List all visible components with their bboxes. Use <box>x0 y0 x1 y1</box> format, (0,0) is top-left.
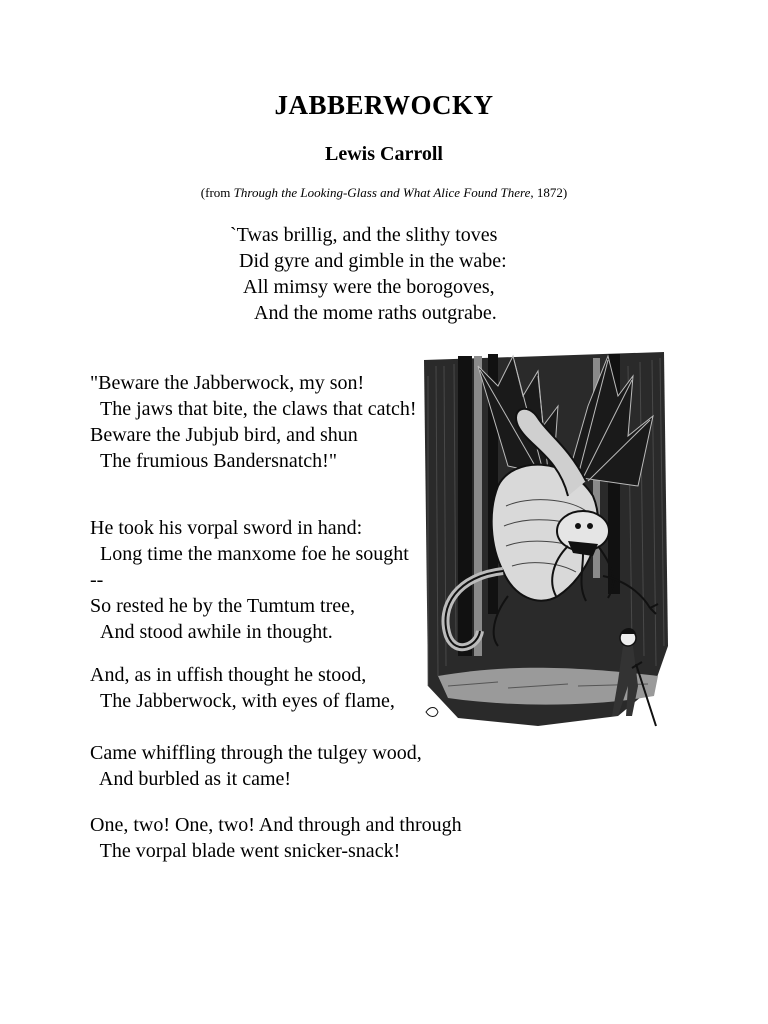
stanza-3 <box>90 515 420 645</box>
poem-line: He took his vorpal sword in hand: <box>90 517 363 539</box>
source-book: Through the Looking-Glass and What Alice Found There <box>233 185 531 200</box>
poem-line: Beware the Jubjub bird, and shun <box>90 424 358 446</box>
stanza-2 <box>90 370 420 474</box>
poem-line: And stood awhile in thought. <box>90 621 333 643</box>
poem-line: And the mome raths outgrabe. <box>254 302 497 324</box>
poem-source <box>0 185 768 201</box>
poem-line: Came whiffling through the tulgey wood, <box>90 742 422 764</box>
poem-title: JABBERWOCKY <box>274 90 494 120</box>
poem-line: Did gyre and gimble in the wabe: <box>239 250 507 272</box>
poem-line: All mimsy were the borogoves, <box>243 276 495 298</box>
poem-line: The vorpal blade went snicker-snack! <box>90 840 401 862</box>
poem-line: The jaws that bite, the claws that catch! <box>90 398 417 420</box>
poem-line: The frumious Bandersnatch!" <box>90 450 337 472</box>
jabberwock-illustration-icon <box>418 346 672 730</box>
poem-line: So rested he by the Tumtum tree, <box>90 595 355 617</box>
poem-line: One, two! One, two! And through and through <box>90 814 462 836</box>
poem-author: Lewis Carroll <box>325 143 443 165</box>
source-suffix: , 1872) <box>530 185 568 200</box>
poem-line: `Twas brillig, and the slithy toves <box>230 224 498 246</box>
poem-line: The Jabberwock, with eyes of flame, <box>90 690 395 712</box>
poem-line: And burbled as it came! <box>90 768 292 790</box>
poem-line: "Beware the Jabberwock, my son! <box>90 372 365 394</box>
stanza-4 <box>90 662 420 714</box>
poem-line: Long time the manxome foe he sought -- <box>90 543 414 591</box>
poem-line: And, as in uffish thought he stood, <box>90 664 367 686</box>
source-prefix: (from <box>200 185 234 200</box>
